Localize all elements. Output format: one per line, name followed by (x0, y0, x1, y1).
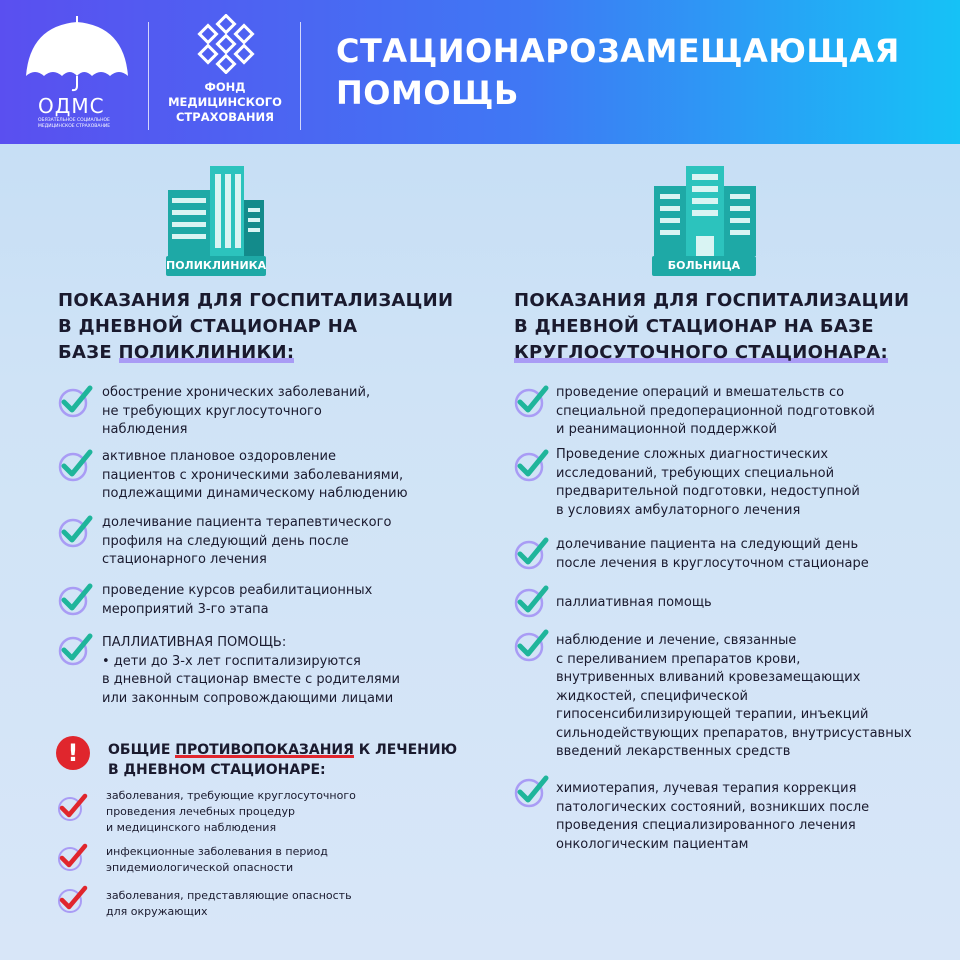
polyclinic-tag: ПОЛИКЛИНИКА (166, 256, 266, 276)
right-item-text: Проведение сложных диагностических исследований, требующих специальной предварительной подготовки, недоступной в условиях амбулаторного лечения (556, 447, 860, 518)
right-item-text: химиотерапия, лучевая терапия коррекция патологических состояний, возникших после проведения специализированного лечения онкологическим пациентам (556, 781, 870, 852)
odms-subtitle: ОБЯЗАТЕЛЬНОЕ СОЦИАЛЬНОЕ МЕДИЦИНСКОЕ СТРАХОВАНИЕ (38, 118, 111, 129)
right-item-text: наблюдение и лечение, связанные с переливанием препаратов крови, внутривенных вливаний кровезамещающих жидкостей, специфической гипосенсибилизирующей терапии, инъекций сильнодействующих препаратов, внутрисуставных введений лекарственных средств (556, 633, 912, 759)
check-icon (56, 448, 94, 482)
check-icon (512, 628, 550, 662)
check-icon (512, 448, 550, 482)
left-item (102, 448, 408, 504)
left-title-line2: В ДНЕВНОЙ СТАЦИОНАР НА (58, 316, 358, 337)
left-title-line3 (58, 340, 453, 366)
warning-icon (56, 736, 90, 770)
right-title-line3 (514, 340, 909, 366)
right-item (556, 780, 869, 854)
right-item (556, 594, 712, 613)
right-column-title (514, 288, 909, 366)
page-title-line1: СТАЦИОНАРОЗАМЕЩАЮЩАЯ (336, 32, 900, 70)
right-title-highlight: КРУГЛОСУТОЧНОГО СТАЦИОНАРА: (514, 342, 889, 363)
red-check-icon (56, 884, 88, 914)
right-item-text: проведение операций и вмешательств со специальной предоперационной подготовкой и реанимационной поддержкой (556, 385, 875, 437)
snowflake-logo-icon (196, 14, 256, 74)
left-item-text: ПАЛЛИАТИВНАЯ ПОМОЩЬ: • дети до 3-х лет госпитализируются в дневной стационар вместе с родителями или законным сопровождающими лицами (102, 635, 400, 706)
left-item-text: активное плановое оздоровление пациентов с хроническими заболеваниями, подлежащими динамическому наблюдению (102, 449, 408, 501)
divider (148, 22, 149, 130)
right-item-text: долечивание пациента на следующий день после лечения в круглосуточном стационаре (556, 537, 869, 571)
polyclinic-building-icon (160, 160, 270, 256)
warning-symbol: ! (67, 739, 79, 767)
contra-item: заболевания, представляющие опасность для окружающих (106, 889, 352, 918)
umbrella-logo-icon (22, 16, 132, 92)
check-icon (56, 632, 94, 666)
check-icon (56, 384, 94, 418)
left-item-text: долечивание пациента терапевтического профиля на следующий день после стационарного лечения (102, 515, 392, 567)
fund-name: ФОНД МЕДИЦИНСКОГО СТРАХОВАНИЯ (168, 80, 282, 124)
hospital-building-icon (650, 166, 760, 256)
page-title-line2: ПОМОЩЬ (336, 74, 519, 112)
page-title (336, 30, 900, 114)
left-item-text: проведение курсов реабилитационных мероприятий 3-го этапа (102, 583, 373, 617)
check-icon (512, 774, 550, 808)
contra-title-part1: ОБЩИЕ (108, 742, 176, 758)
left-item (102, 634, 400, 708)
right-item (556, 536, 869, 573)
divider (300, 22, 301, 130)
right-item (556, 384, 875, 440)
right-item (556, 446, 860, 520)
left-item (102, 384, 370, 440)
check-icon (56, 582, 94, 616)
red-check-icon (56, 792, 88, 822)
left-item (102, 582, 372, 619)
contraindications-title (108, 740, 457, 780)
left-item (102, 514, 391, 570)
check-icon (512, 584, 550, 618)
hospital-tag: БОЛЬНИЦА (652, 256, 756, 276)
contra-title-highlight: ПРОТИВОПОКАЗАНИЯ (175, 742, 354, 758)
left-title-line1: ПОКАЗАНИЯ ДЛЯ ГОСПИТАЛИЗАЦИИ (58, 290, 454, 311)
check-icon (56, 514, 94, 548)
right-title-line1: ПОКАЗАНИЯ ДЛЯ ГОСПИТАЛИЗАЦИИ (514, 290, 910, 311)
contra-item: заболевания, требующие круглосуточного проведения лечебных процедур и медицинского наблюдения (106, 789, 356, 834)
left-title-highlight: ПОЛИКЛИНИКИ: (118, 342, 295, 363)
header-banner (0, 0, 960, 144)
left-title-plain: БАЗЕ (58, 342, 119, 363)
contra-title-line1 (108, 740, 457, 760)
contra-item: инфекционные заболевания в период эпидемиологической опасности (106, 845, 328, 874)
check-icon (512, 536, 550, 570)
left-item-text: обострение хронических заболеваний, не требующих круглосуточного наблюдения (102, 385, 371, 437)
contra-title-part2: К ЛЕЧЕНИЮ (353, 742, 458, 758)
odms-logo-text: ОДМС (38, 94, 105, 118)
right-title-line2: В ДНЕВНОЙ СТАЦИОНАР НА БАЗЕ (514, 316, 874, 337)
left-column-title (58, 288, 453, 366)
red-check-icon (56, 842, 88, 872)
right-item-text: паллиативная помощь (556, 595, 712, 610)
right-item (556, 632, 912, 762)
contra-title-line2: В ДНЕВНОМ СТАЦИОНАРЕ: (108, 762, 326, 778)
check-icon (512, 384, 550, 418)
